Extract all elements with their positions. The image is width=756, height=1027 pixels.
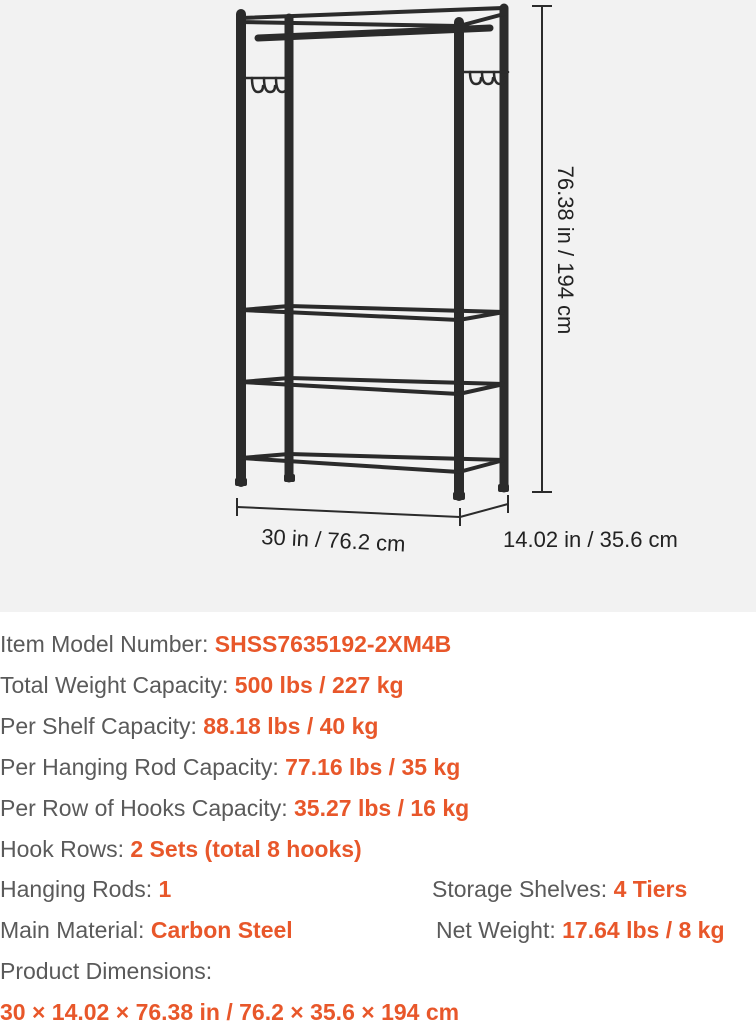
spec-value: 35.27 lbs / 16 kg <box>294 795 470 821</box>
spec-rod-capacity <box>0 752 460 782</box>
spec-value: 88.18 lbs / 40 kg <box>203 713 379 739</box>
top-shelf <box>241 8 504 26</box>
spec-value: 4 Tiers <box>613 876 688 902</box>
spec-value: 17.64 lbs / 8 kg <box>562 917 725 943</box>
lower-shelf <box>241 378 504 394</box>
spec-value: 77.16 lbs / 35 kg <box>285 754 461 780</box>
spec-value: SHSS7635192-2XM4B <box>214 631 452 657</box>
spec-shelf-capacity <box>0 711 378 741</box>
spec-label: Hanging Rods: <box>0 876 153 902</box>
width-dimension-label: 30 in / 76.2 cm <box>260 524 407 557</box>
rack-feet <box>235 474 509 500</box>
spec-storage-shelves <box>432 874 687 904</box>
spec-label: Item Model Number: <box>0 631 209 657</box>
spec-value: 1 <box>158 876 172 902</box>
spec-label: Per Row of Hooks Capacity: <box>0 795 288 821</box>
height-dimension-label: 76.38 in / 194 cm <box>553 165 578 335</box>
spec-value: Carbon Steel <box>150 917 293 943</box>
spec-hanging-rods <box>0 874 171 904</box>
spec-label: Per Hanging Rod Capacity: <box>0 754 279 780</box>
spec-total-capacity <box>0 670 404 700</box>
spec-label: Net Weight: <box>436 917 556 943</box>
spec-value: 500 lbs / 227 kg <box>234 672 404 698</box>
spec-label: Per Shelf Capacity: <box>0 713 197 739</box>
spec-value: 2 Sets (total 8 hooks) <box>130 836 362 862</box>
spec-label: Main Material: <box>0 917 145 943</box>
spec-hook-capacity <box>0 793 469 823</box>
spec-material <box>0 915 293 945</box>
spec-hook-rows <box>0 834 362 864</box>
spec-model <box>0 629 451 659</box>
spec-product-dimensions-label: Product Dimensions: <box>0 958 213 984</box>
spec-net-weight <box>436 915 725 945</box>
bottom-shelf <box>241 454 504 472</box>
spec-value: 30 × 14.02 × 76.38 in / 76.2 × 35.6 × 194 cm <box>0 999 460 1025</box>
depth-dimension-label: 14.02 in / 35.6 cm <box>503 527 678 552</box>
spec-product-dimensions-value <box>0 997 459 1027</box>
spec-label: Total Weight Capacity: <box>0 672 229 698</box>
spec-label: Storage Shelves: <box>432 876 608 902</box>
spec-label: Hook Rows: <box>0 836 124 862</box>
